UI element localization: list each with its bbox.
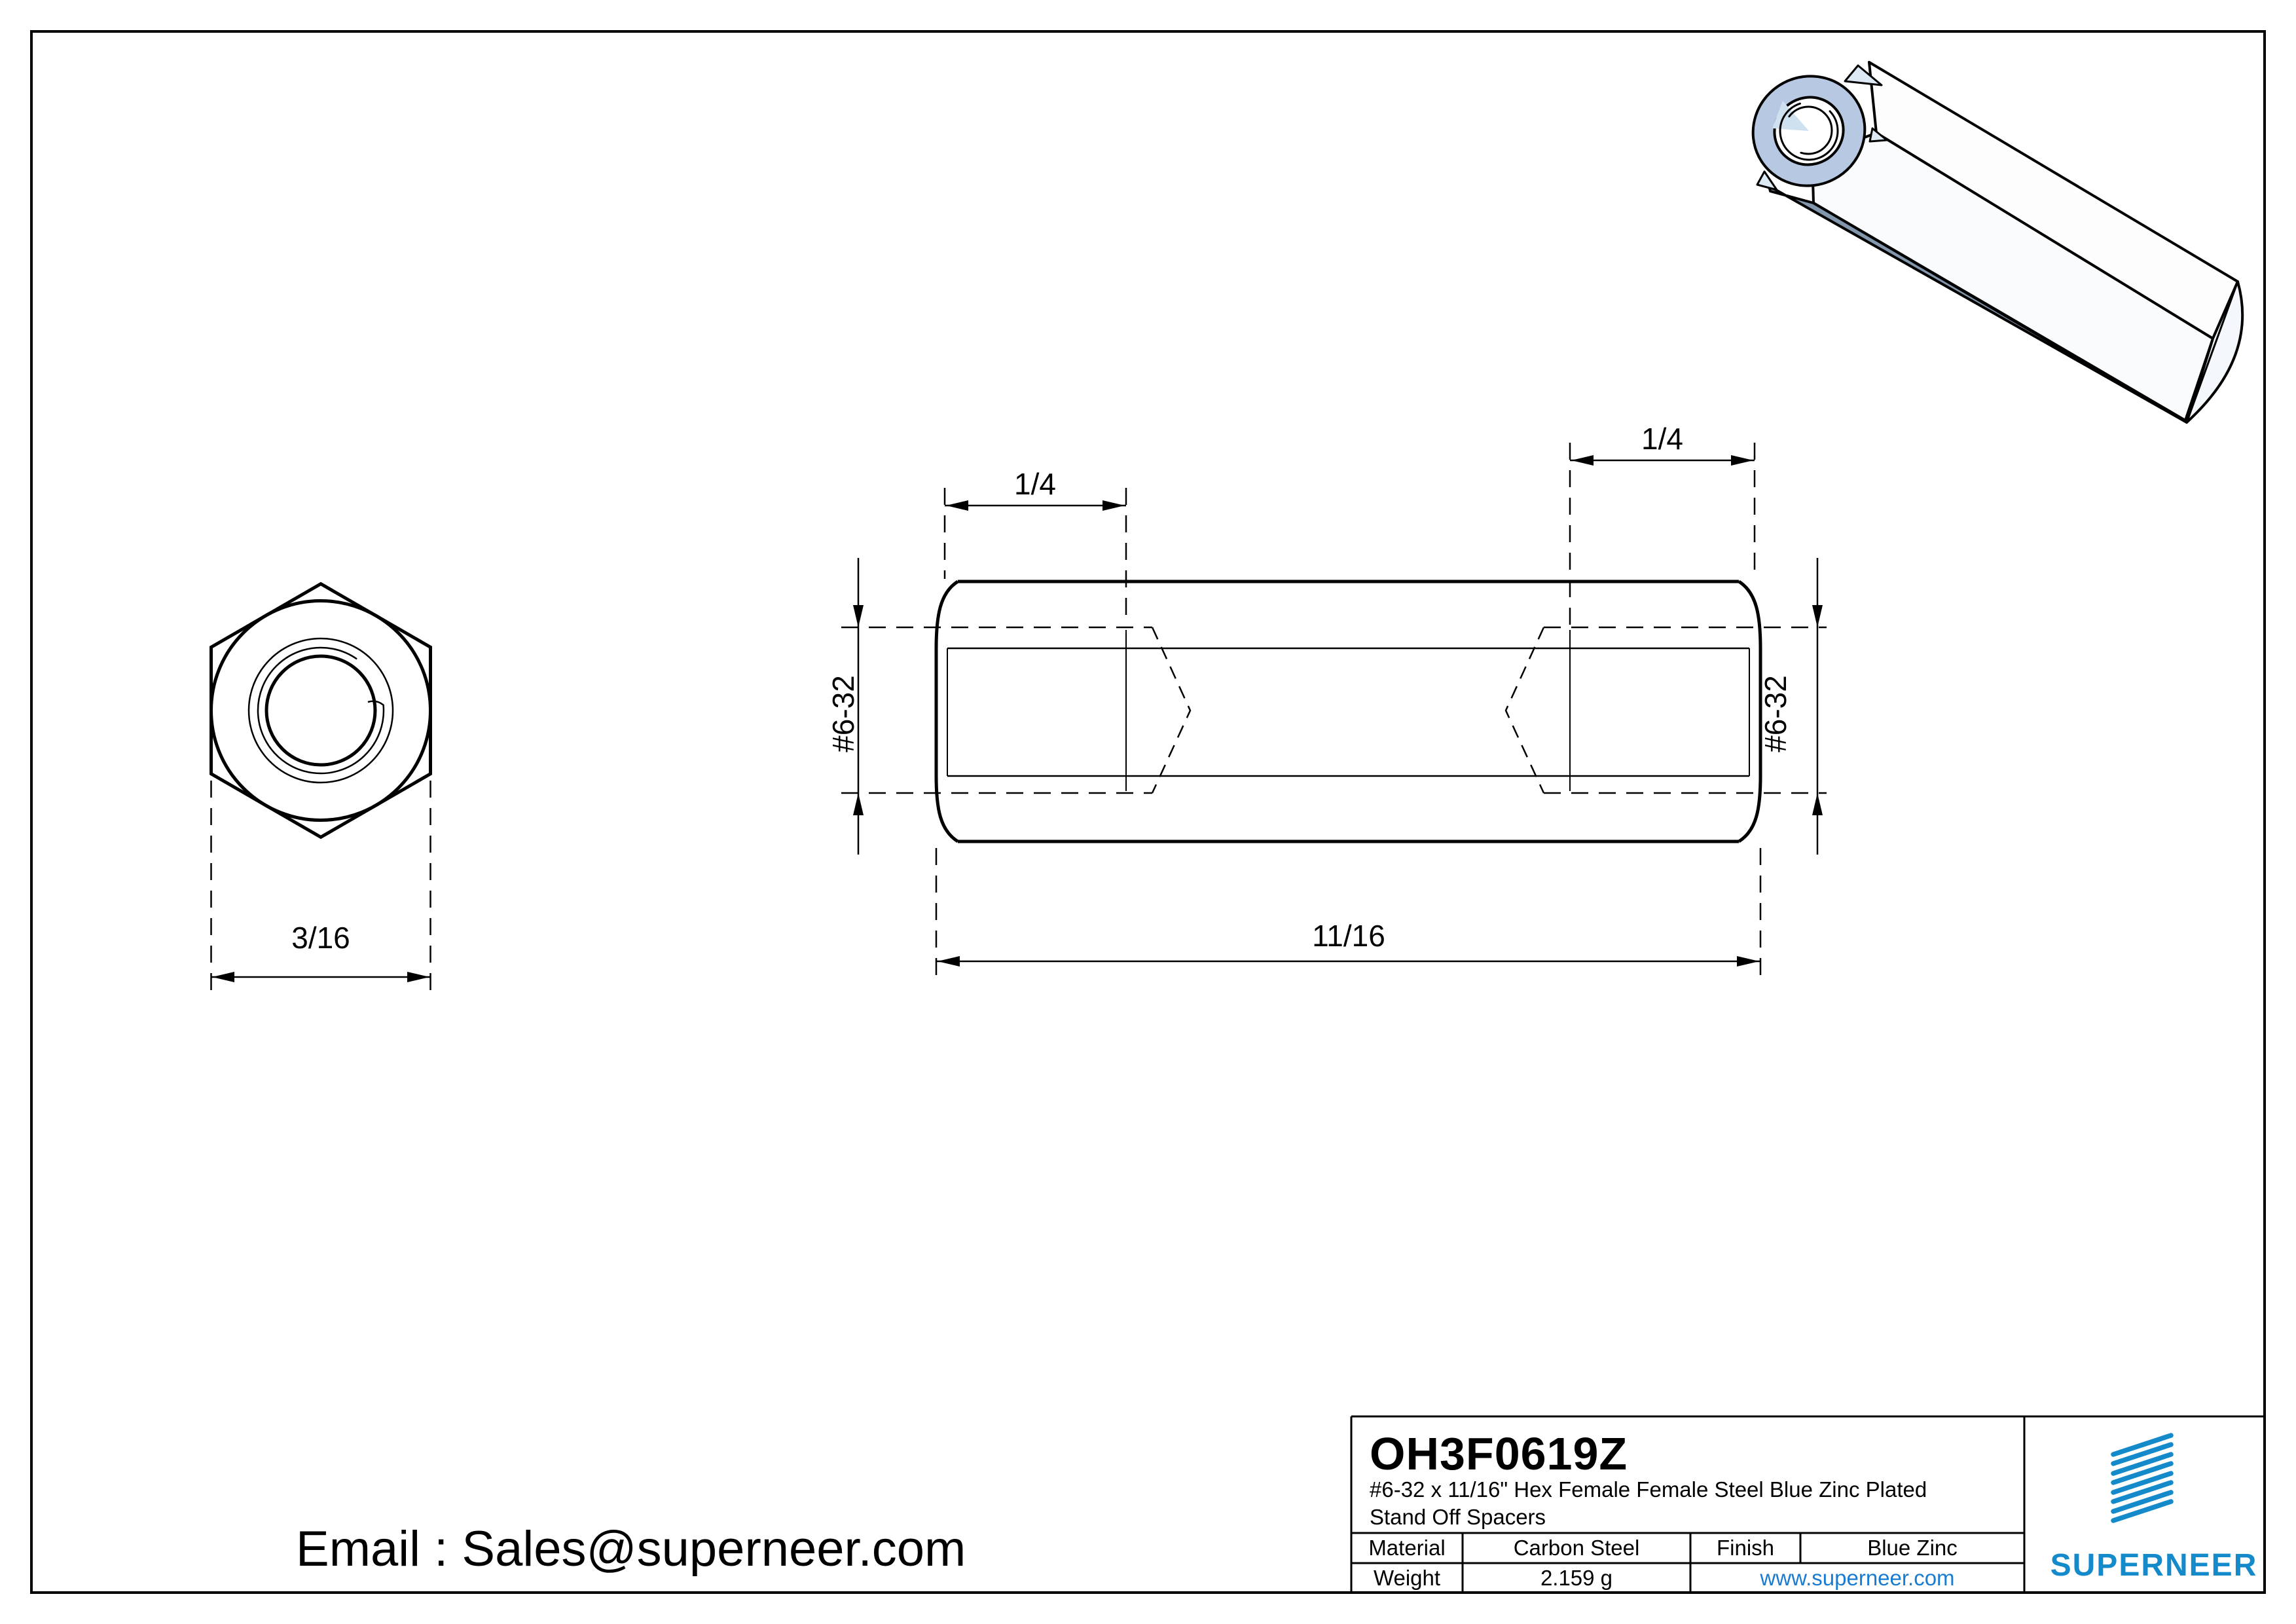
side-view xyxy=(841,443,1827,986)
front-hexagon xyxy=(211,584,431,838)
dim-overall-length-label: 11/16 xyxy=(1312,919,1385,953)
iso-render xyxy=(1734,56,2242,422)
arrowhead xyxy=(407,972,429,982)
dim-thread-depth-left-label: 1/4 xyxy=(1014,467,1056,501)
arrowhead xyxy=(1571,455,1594,466)
dim-thread-spec-right-label: #6-32 xyxy=(1758,675,1793,752)
arrowhead xyxy=(853,605,864,627)
material-label: Material xyxy=(1368,1536,1446,1560)
finish-value: Blue Zinc xyxy=(1867,1536,1958,1560)
thread-cone-right xyxy=(1506,627,1544,793)
thread-cone-left xyxy=(1152,627,1190,793)
email-address[interactable]: Email : Sales@superneer.com xyxy=(296,1521,966,1577)
arrowhead xyxy=(1102,500,1125,511)
weight-label: Weight xyxy=(1373,1565,1441,1590)
dim-front-width-label: 3/16 xyxy=(291,921,350,955)
part-description-line1: #6-32 x 11/16" Hex Female Female Steel Blue Zinc Plated xyxy=(1370,1477,1927,1502)
brand-wordmark: SUPERNEER xyxy=(2050,1547,2258,1583)
front-thread-arc xyxy=(258,648,384,773)
front-thread-minor-circle xyxy=(266,656,375,765)
logo-stripes-icon xyxy=(2113,1435,2171,1521)
arrowhead xyxy=(853,793,864,815)
part-description-line2: Stand Off Spacers xyxy=(1370,1505,1546,1529)
arrowhead xyxy=(1731,455,1753,466)
part-number: OH3F0619Z xyxy=(1370,1428,1628,1479)
arrowhead xyxy=(938,956,960,967)
material-value: Carbon Steel xyxy=(1513,1536,1640,1560)
arrowhead xyxy=(1812,605,1823,627)
arrowhead xyxy=(946,500,968,511)
arrowhead xyxy=(1812,793,1823,815)
weight-value: 2.159 g xyxy=(1540,1565,1613,1590)
arrowhead xyxy=(212,972,234,982)
finish-label: Finish xyxy=(1716,1536,1775,1560)
dim-thread-spec-left-label: #6-32 xyxy=(826,675,860,752)
website-link[interactable]: www.superneer.com xyxy=(1760,1565,1955,1590)
front-thread-major-circle xyxy=(249,638,393,783)
front-chamfer-circle xyxy=(211,601,431,821)
arrowhead xyxy=(1737,956,1759,967)
dim-thread-depth-right-label: 1/4 xyxy=(1641,422,1683,456)
